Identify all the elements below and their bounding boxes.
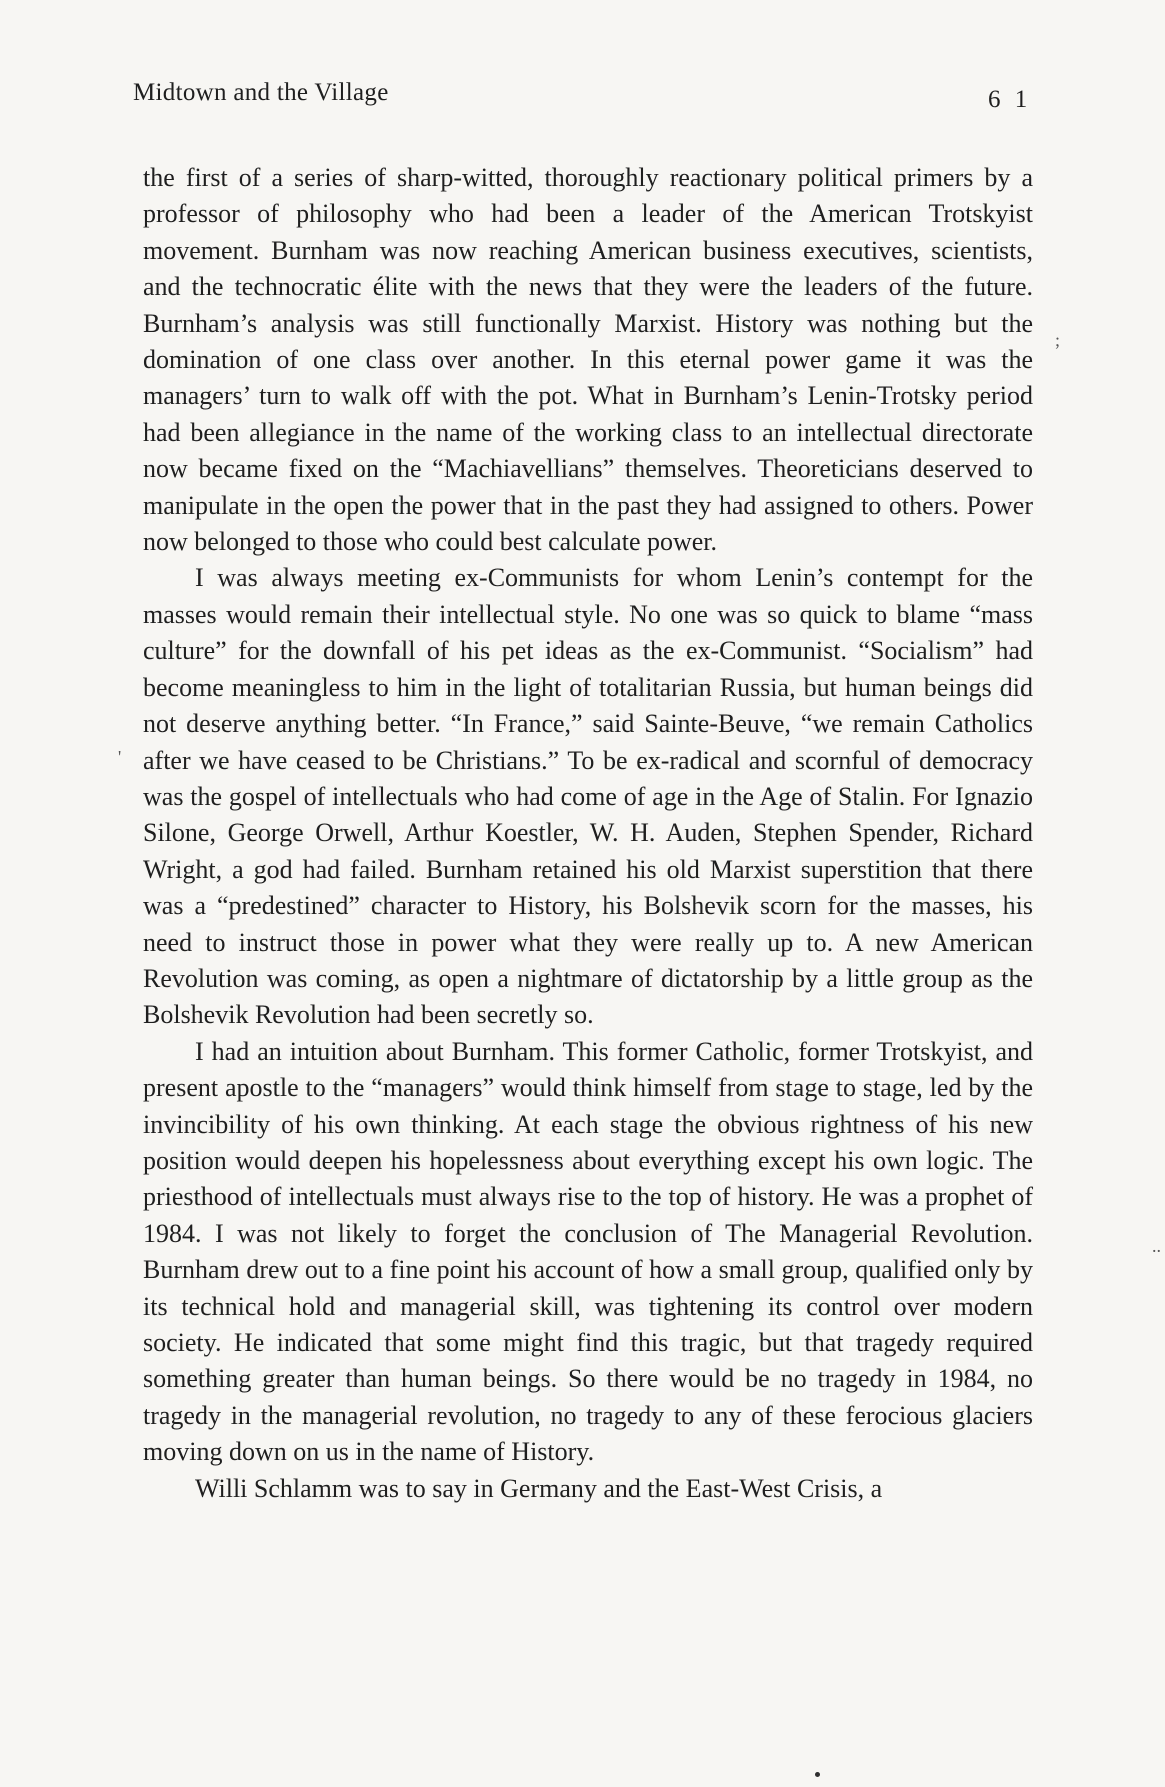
running-head: Midtown and the Village [133, 79, 389, 106]
margin-mark-left-1: ' [118, 747, 122, 767]
margin-mark-right-2: .. [1152, 1236, 1161, 1256]
body-text [143, 160, 1033, 1507]
paragraph-4: Willi Schlamm was to say in Germany and the East-West Crisis, a [195, 1473, 883, 1503]
bottom-mark [815, 1772, 820, 1777]
paragraph-2: I was always meeting ex-Communists for whom Lenin’s contempt for the masses would remain their intellectual style. No one was so quick to blame “mass culture” for the downfall of his pet ideas as the ex-Communist. “Socialism” had become meaningless to him in the light of totalitarian Russia, but human beings did not deserve anything better. “In France,” said Sainte-Beuve, “we remain Catholics after we have ceased to be Christians.” To be ex-radical and scornful of democracy was the gospel of intellectuals who had come of age in the Age of Stalin. For Ignazio Silone, George Orwell, Arthur Koestler, W. H. Auden, Stephen Spender, Richard Wright, a god had failed. Burnham retained his old Marxist superstition that there was a “predestined” character to History, his Bolshevik scorn for the masses, his need to instruct those in power what they were really up to. A new American Revolution was coming, as open a nightmare of dictatorship by a little group as the Bolshevik Revolution had been secretly so. [143, 563, 1033, 1030]
margin-mark-right-1: ; [1055, 330, 1061, 350]
page-number: 6 1 [988, 86, 1032, 113]
paragraph-3: I had an intuition about Burnham. This former Catholic, former Trotskyist, and present apostle to the “managers” would think himself from stage to stage, led by the invincibility of his own thinking. At each stage the obvious rightness of his new position would deepen his hopelessness about everything except his own logic. The priesthood of intellectuals must always rise to the top of history. He was a prophet of 1984. I was not likely to forget the conclusion of The Managerial Revolution. Burnham drew out to a fine point his account of how a small group, qualified only by its technical hold and managerial skill, was tightening its control over modern society. He indicated that some might find this tragic, but that tragedy required something greater than human beings. So there would be no tragedy in 1984, no tragedy in the managerial revolution, no tragedy to any of these ferocious glaciers moving down on us in the name of History. [143, 1036, 1033, 1467]
paragraph-1: the first of a series of sharp-witted, thoroughly reactionary political primers by a professor of philosophy who had been a leader of the American Trotskyist movement. Burnham was now reaching American business executives, scientists, and the technocratic élite with the news that they were the leaders of the future. Burnham’s analysis was still functionally Marxist. History was nothing but the domination of one class over another. In this eternal power game it was the managers’ turn to walk off with the pot. What in Burnham’s Lenin-Trotsky period had been allegiance in the name of the working class to an intellectual directorate now became fixed on the “Machiavellians” themselves. Theoreticians deserved to manipulate in the open the power that in the past they had assigned to others. Power now belonged to those who could best calculate power. [143, 163, 1033, 557]
